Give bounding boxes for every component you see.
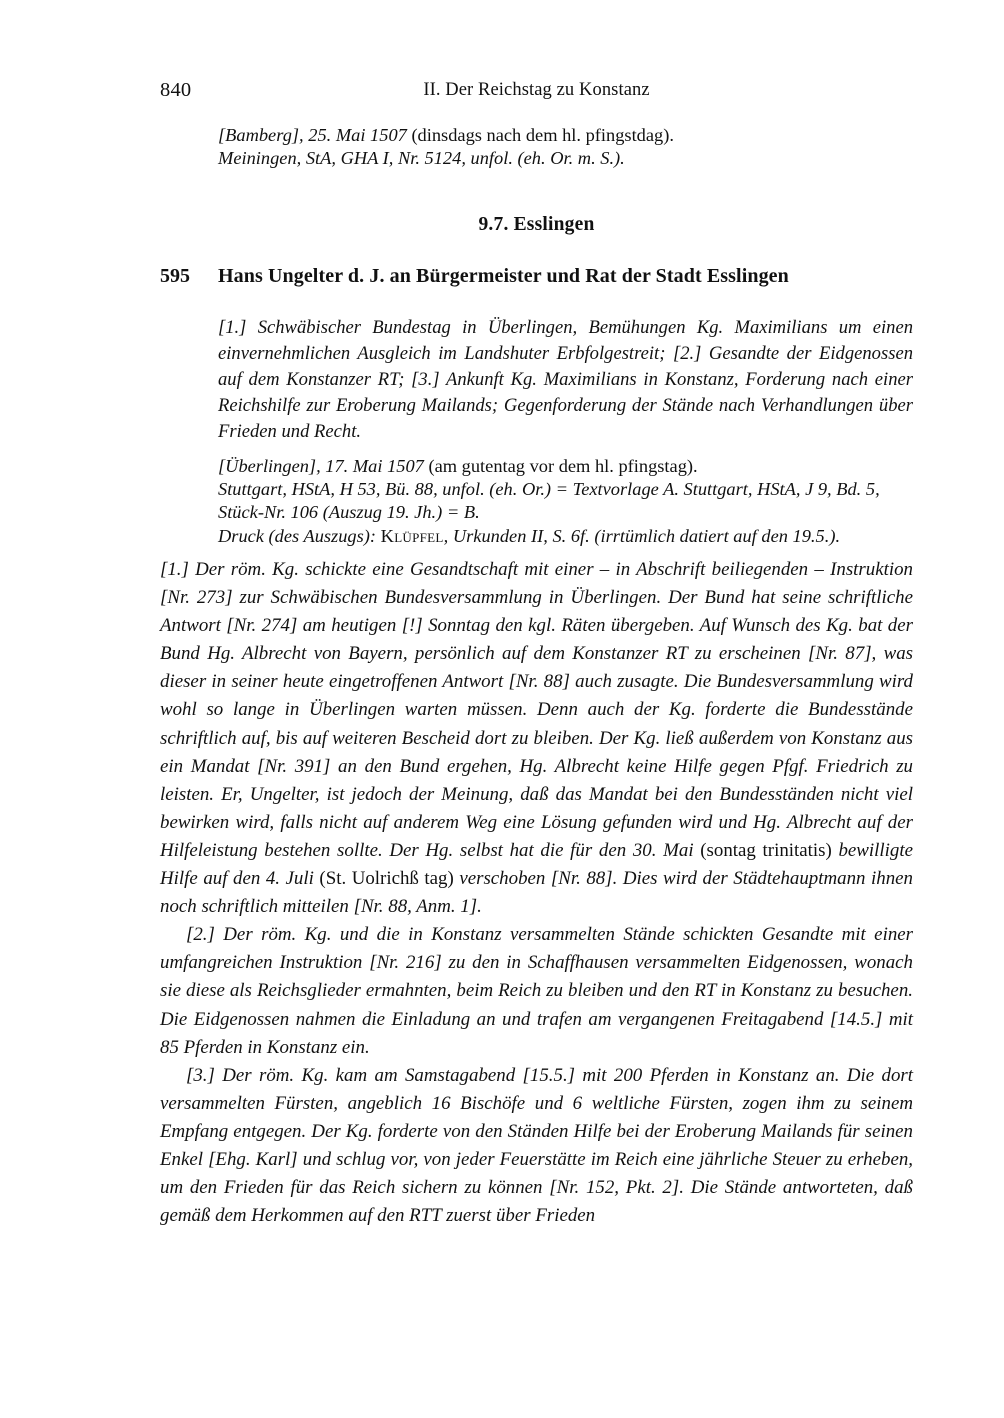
body-paragraph-3: [3.] Der röm. Kg. kam am Samstagabend [15.5.] mit 200 Pferden in Konstanz an. Die dort versammelten Fürsten, angeblich 16 Bischöfe und 6 weltliche Fürsten, zogen ihm zu seinem Empfang entgegen. Der Kg. forderte von den Ständen Hilfe bei der Eroberung Mailands für seinen Enkel [Ehg. Karl] und schlug vor, von jeder Feuerstätte im Reich eine jährliche Steuer zu erheben, um den Frieden für das Reich sichern zu können [Nr. 152, Pkt. 2]. Die Stände antworteten, daß gemäß dem Herkommen auf den RTT zuerst über Frieden — [160, 1064, 913, 1227]
preceding-document-citation — [218, 124, 913, 170]
source-date-place: [Überlingen], 17. Mai 1507 — [218, 456, 429, 476]
source-date-gloss: (am gutentag vor dem hl. pfingstag). — [428, 456, 698, 476]
body-p1-part-a: [1.] Der röm. Kg. schickte eine Gesandtschaft mit einer – in Abschrift beiliegenden – Instruktion [Nr. 273] zur Schwäbischen Bundesversammlung in Überlingen. Der Bund hat seine schriftliche Antwort [Nr. 274] am heutigen [!] Sonntag den kgl. Räten übergeben. Auf Wunsch des Kg. bat der Bund Hg. Albrecht von Bayern, persönlich auf dem Konstanzer RT zu erscheinen [Nr. 87], was dieser in seiner heute eingetroffenen Antwort [Nr. 88] auch zusagte. Die Bundesversammlung wird wohl so lange in Überlingen warten müssen. Denn auch der Kg. forderte die Bundesstände schriftlich auf, bis auf weiteren Bescheid dort zu bleiben. Der Kg. ließ außerdem von Konstanz aus ein Mandat [Nr. 391] an den Bund ergehen, Hg. Albrecht keine Hilfe gegen Pfgf. Friedrich zu leisten. Er, Ungelter, ist jedoch der Meinung, daß das Mandat bei den Bundesständen nicht viel bewirken wird, falls nicht auf anderem Weg eine Lösung gefunden wird und Hg. Albrecht auf der Hilfeleistung bestehen sollte. Der Hg. selbst hat die für den 30. Mai — [160, 559, 913, 861]
citation-date-place: [Bamberg], 25. Mai 1507 — [218, 125, 412, 145]
running-head-title: II. Der Reichstag zu Konstanz — [423, 80, 650, 100]
citation-archive-line: Meiningen, StA, GHA I, Nr. 5124, unfol. (eh. Or. m. S.). — [218, 148, 625, 169]
source-archive-line: Stuttgart, HStA, H 53, Bü. 88, unfol. (eh. Or.) = Textvorlage A. Stuttgart, HStA, J 9, Bd. 5, Stück-Nr. 106 (Auszug 19. Jh.) = B. — [218, 479, 880, 523]
citation-date-line — [218, 124, 913, 147]
document-regest: [1.] Schwäbischer Bundestag in Überlingen, Bemühungen Kg. Maximilians um einen einvernehmlichen Ausgleich im Landshuter Erbfolgestreit; [2.] Gesandte der Eidgenossen auf dem Konstanzer RT; [3.] Ankunft Kg. Maximilians in Konstanz, Forderung nach einer Reichshilfe zur Eroberung Mailands; Gegenforderung der Stände nach Verhandlungen über Frieden und Recht. — [218, 317, 913, 443]
citation-date-gloss: (dinsdags nach dem hl. pfingstdag). — [411, 125, 674, 145]
document-title: Hans Ungelter d. J. an Bürgermeister und Rat der Stadt Esslingen — [218, 265, 789, 287]
document-body — [160, 556, 913, 1230]
section-heading: 9.7. Esslingen — [478, 214, 595, 235]
body-p1-part-b: bewilligte Hilfe auf den 4. Juli — [160, 839, 913, 890]
source-print-author: Klüpfel — [380, 525, 444, 546]
source-print-line — [218, 525, 913, 548]
source-date-line — [218, 455, 913, 478]
body-p1-part-c: verschoben [Nr. 88]. Dies wird der Städtehauptmann ihnen noch schriftlich mitteilen [Nr. 88, Anm. 1]. — [160, 868, 913, 918]
source-print-suffix: , Urkunden II, S. 6f. (irrtümlich datiert auf den 19.5.). — [443, 525, 841, 546]
page-number: 840 — [160, 79, 192, 101]
source-print-prefix: Druck (des Auszugs): — [218, 525, 381, 546]
body-paragraph-1 — [160, 556, 913, 921]
document-number: 595 — [160, 265, 190, 287]
running-head — [160, 78, 913, 102]
body-paragraph-2: [2.] Der röm. Kg. und die in Konstanz versammelten Stände schickten Gesandte mit einer umfangreichen Instruktion [Nr. 216] zu den in Schaffhausen versammelten Eidgenossen, wonach sie diese als Reichsglieder ermahnten, beim Reich zu bleiben und den RT in Konstanz zu besuchen. Die Eidgenossen nahmen die Einladung an und trafen am vergangenen Freitagabend [14.5.] mit 85 Pferden in Konstanz ein. — [160, 924, 913, 1058]
body-p1-quote-2: (St. Uolrichß tag) — [319, 868, 454, 890]
body-p1-quote-1: (sontag trinitatis) — [700, 839, 832, 861]
source-citation — [218, 455, 913, 548]
